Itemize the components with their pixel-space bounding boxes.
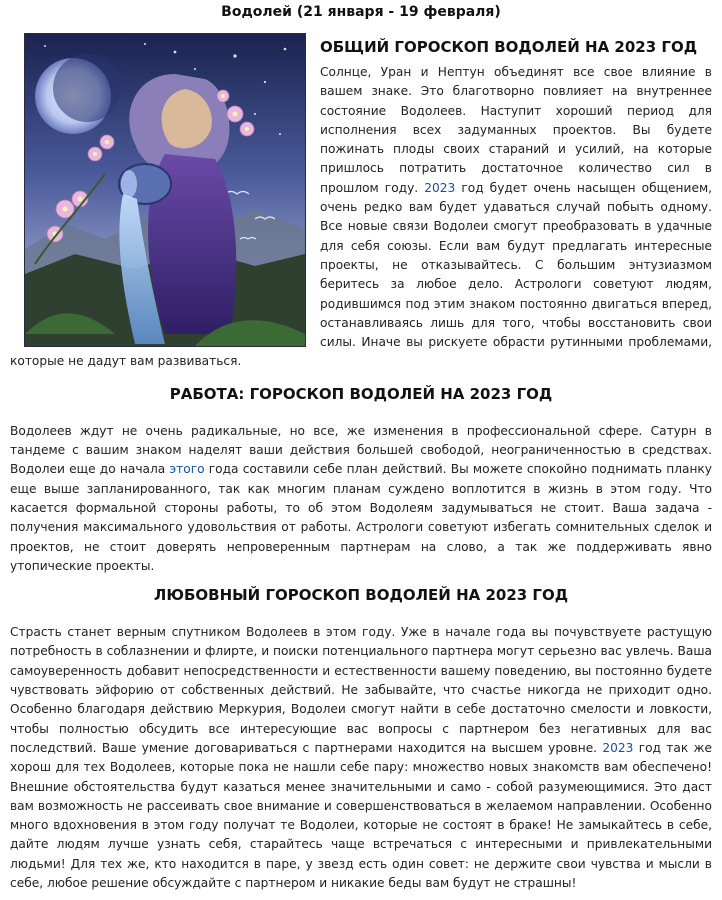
work-text-part-2: года составили себе план действий. Вы можете спокойно поднимать планку еще выше запланированного, так как многим планам суждено воплотится в жизнь в этом году. Что касается формальной стороны работы, то об этом Водолеям задумываться не стоит. Ваша задача - получения максимального удовольствия от работы. Астрологи советуют избегать сомнительных сделок и проектов, не стоит доверять непроверенным партнерам на слово, а так же поддерживать явно утопические проекты. — [10, 462, 712, 573]
love-section — [10, 623, 712, 893]
aquarius-illustration — [24, 33, 306, 347]
work-heading: РАБОТА: ГОРОСКОП ВОДОЛЕЙ НА 2023 ГОД — [169, 384, 553, 403]
love-text-part-1: Страсть станет верным спутником Водолеев в этом году. Уже в начале года вы почувствуете растущую потребность в соблазнении и флирте, и поиски потенциального партнера могут серьезно вас увлечь. Ваша самоуверенность добавит непосредственности и естественности вашему поведению, вы постоянно будете чувствовать эйфорию от собственных действий. Не забывайте, что счастье никогда не приходит одно. Особенно благодаря действию Меркурия, Водолеи смогут найти в себе достаточно смелости и ловкости, чтобы полностью обсудить все интересующие вас вопросы с партнером без негативных для вас последствий. Ваше умение договариваться с партнерами находится на высшем уровне. — [10, 625, 712, 755]
work-text — [10, 422, 712, 576]
general-year-link[interactable]: 2023 — [424, 180, 456, 195]
work-text-part-1: Водолеев ждут не очень радикальные, но все, же изменения в профессиональной сфере. Сатурн в тандеме с вашим знаком наделят ваши действия большей свободой, неограниченностью в средствах. Водолеи еще до начала — [10, 423, 712, 477]
general-text-part-2: год будет очень насыщен общением, очень редко вам будет удаваться случай побыть одному. Все новые связи Водолеи смогут преобразовать в удачные для себя союзы. Если вам будут предлагать интересные проекты, не отказывайтесь. С большим энтузиазмом беритесь за любое дело. Астрологи советуют людям, родившимся под этим знаком постоянно двигаться вперед, останавливаясь лишь для того, чтобы восстановить свои силы. Иначе вы рискуете обрасти рутинными проблемами, которые не дадут вам развиваться. — [10, 180, 713, 369]
love-text-part-2: год так же хорош для тех Водолеев, которые пока не нашли себе пару: множество новых знакомств вам обеспечено! Внешние обстоятельства будут казаться менее значительными и само - собой разумеющимися. Это даст вам возможность не рассеивать свое внимание и совершенствоваться в желаемом направлении. Особенно много вдохновения в этом году получат те Водолеи, которые не состоят в браке! Не замыкайтесь в себе, дайте людям лучше узнать себя, старайтесь чаще встречаться с интересными и привлекательными людьми! Для тех же, кто находится в паре, у звезд есть один совет: не держите свои чувства и мысли в себе, любое решение обсуждайте с партнером и никакие беды вам будут не страшны! — [10, 740, 712, 890]
love-year-link[interactable]: 2023 — [602, 740, 634, 755]
general-heading: ОБЩИЙ ГОРОСКОП ВОДОЛЕЙ НА 2023 ГОД — [320, 38, 698, 56]
aquarius-illustration-svg — [25, 34, 305, 346]
page-title: Водолей (21 января - 19 февраля) — [221, 4, 501, 20]
work-section — [10, 422, 712, 576]
general-section — [10, 25, 712, 372]
love-text — [10, 623, 712, 893]
work-this-link[interactable]: этого — [169, 462, 205, 477]
general-text-part-1: Солнце, Уран и Нептун объединят все свое влияние в вашем знаке. Это благотворно повлияет на внутреннее состояние Водолеев. Наступит хороший период для исполнения всех задуманных проектов. Вы будете пожинать плоды своих стараний и усилий, на которые пришлось потратить достаточное количество сил в прошлом году. — [320, 65, 712, 195]
love-heading: ЛЮБОВНЫЙ ГОРОСКОП ВОДОЛЕЙ НА 2023 ГОД — [153, 586, 569, 605]
